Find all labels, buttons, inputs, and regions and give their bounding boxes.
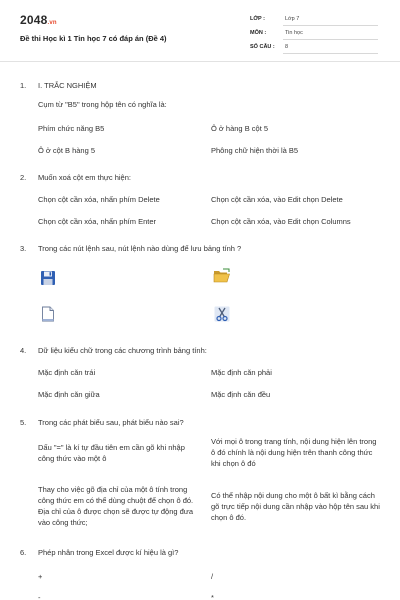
answer-option[interactable]: Mặc định căn phải bbox=[211, 368, 272, 377]
question-number: 3. bbox=[20, 244, 27, 253]
question-text: Trong các phát biểu sau, phát biểu nào sai? bbox=[38, 418, 184, 427]
question-number: 5. bbox=[20, 418, 27, 427]
meta-row-subject bbox=[250, 28, 378, 42]
question-text: Cụm từ "B5" trong hộp tên có nghĩa là: bbox=[38, 100, 167, 109]
exam-title: Đề thi Học kì 1 Tin học 7 có đáp án (Đề 4) bbox=[20, 34, 167, 43]
meta-value: Tin học bbox=[283, 28, 378, 40]
meta-label: LỚP : bbox=[250, 16, 265, 22]
answer-option[interactable]: - bbox=[38, 593, 41, 600]
answer-option[interactable]: Thay cho việc gõ địa chỉ của một ô tính trong công thức em có thể dùng chuột để chọn ô đó. Địa chỉ của ô được chọn sẽ được tự động đưa vào công thức; bbox=[38, 485, 194, 527]
meta-row-question-count bbox=[250, 42, 378, 56]
exam-meta bbox=[250, 14, 378, 56]
answer-option[interactable]: Ô ở hàng B cột 5 bbox=[211, 124, 269, 133]
answer-option[interactable]: Phông chữ hiện thời là B5 bbox=[211, 146, 299, 155]
answer-option[interactable]: Chọn cột cần xóa, vào Edit chọn Delete bbox=[211, 195, 343, 204]
answer-option[interactable]: Có thể nhập nội dung cho một ô bất kì bằng cách gõ trực tiếp nội dung cần nhập vào hộp tên sau khi chọn ô đó. bbox=[211, 491, 380, 522]
open-folder-icon[interactable] bbox=[213, 268, 231, 284]
answer-option[interactable]: Với mọi ô trong trang tính, nội dung hiện lên trong ô đó chính là nội dung hiện trên thanh công thức khi chọn ô đó bbox=[211, 437, 377, 468]
meta-value: Lớp 7 bbox=[283, 14, 378, 26]
question-number: 1. bbox=[20, 81, 27, 90]
question-number: 2. bbox=[20, 173, 27, 182]
answer-option[interactable]: + bbox=[38, 572, 43, 581]
question-text: Muốn xoá cột em thực hiện: bbox=[38, 173, 131, 182]
meta-label: SỐ CÂU : bbox=[250, 44, 275, 50]
cut-scissors-icon[interactable] bbox=[214, 306, 230, 322]
answer-option[interactable]: Chọn cột cần xóa, nhấn phím Enter bbox=[38, 217, 156, 226]
question-text: Phép nhân trong Excel được kí hiệu là gì? bbox=[38, 548, 179, 557]
answer-option[interactable]: Mặc định căn đều bbox=[211, 390, 271, 399]
answer-option[interactable]: Ô ở cột B hàng 5 bbox=[38, 146, 96, 155]
answer-option[interactable]: Chọn cột cần xóa, nhấn phím Delete bbox=[38, 195, 160, 204]
question-text: Dữ liệu kiểu chữ trong các chương trình bảng tính: bbox=[38, 346, 207, 355]
answer-option[interactable]: * bbox=[211, 593, 214, 600]
answer-option[interactable]: Chọn cột cần xóa, vào Edit chọn Columns bbox=[211, 217, 351, 226]
exam-header bbox=[0, 0, 400, 62]
new-document-icon[interactable] bbox=[40, 306, 56, 322]
question-number: 6. bbox=[20, 548, 27, 557]
save-icon[interactable] bbox=[40, 270, 56, 286]
meta-value: 8 bbox=[283, 42, 378, 54]
answer-option[interactable]: Phím chức năng B5 bbox=[38, 124, 105, 133]
meta-row-class bbox=[250, 14, 378, 28]
section-title: I. TRẮC NGHIỆM bbox=[38, 81, 97, 90]
answer-option[interactable]: Mặc định căn trái bbox=[38, 368, 96, 377]
site-logo[interactable]: 2048.vn bbox=[20, 13, 57, 27]
answer-option[interactable]: / bbox=[211, 572, 214, 581]
question-number: 4. bbox=[20, 346, 27, 355]
question-text: Trong các nút lệnh sau, nút lệnh nào dùng để lưu bảng tính ? bbox=[38, 244, 242, 253]
answer-option[interactable]: Mặc định căn giữa bbox=[38, 390, 100, 399]
meta-label: MÔN : bbox=[250, 30, 267, 36]
answer-option[interactable]: Dấu "=" là kí tự đầu tiên em cần gõ khi nhập công thức vào một ô bbox=[38, 443, 185, 463]
